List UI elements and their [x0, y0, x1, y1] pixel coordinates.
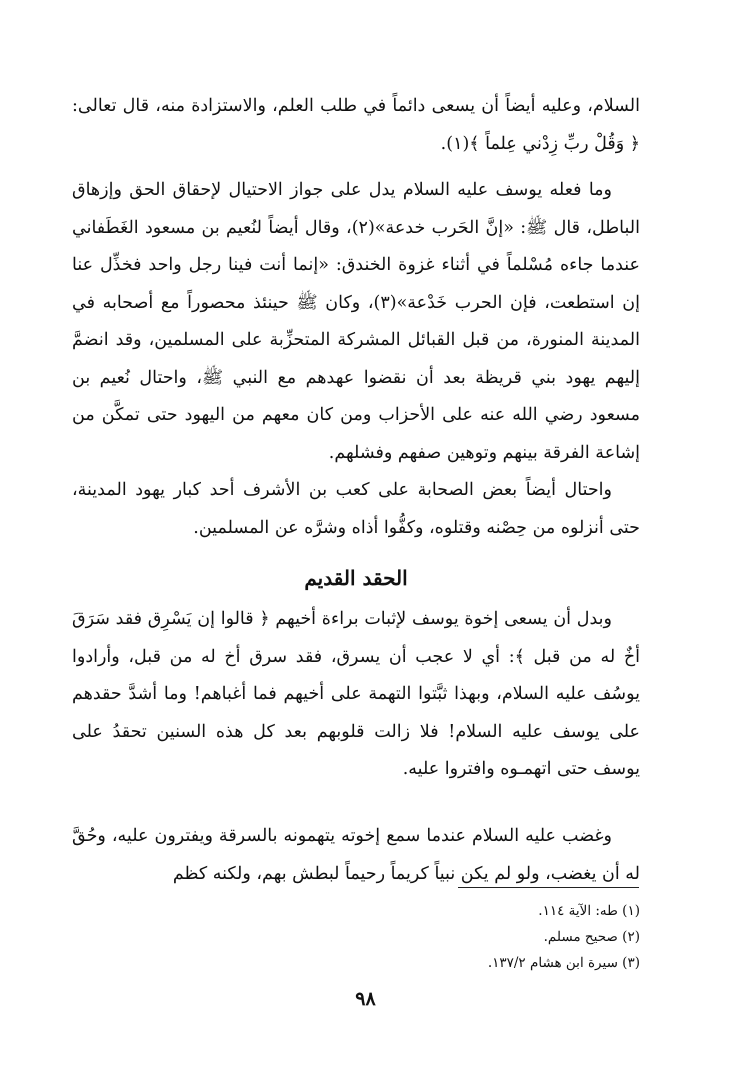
paragraph-anger: وغضب عليه السلام عندما سمع إخوته يتهمونه بالسرقة ويفترون عليه، وحُقَّ له أن يغضب، ولو لم يكن نبياً كريماً رحيماً لبطش بهم، ولكنه كظم [72, 826, 640, 884]
paragraph-kaab-ibn-ashraf: واحتال أيضاً بعض الصحابة على كعب بن الأشرف أحد كبار يهود المدينة، حتى أنزلوه من حِصْنه وقتلوه، وكفُّوا أذاه وشرَّه عن المسلمين. [72, 480, 640, 538]
paragraph-continuation: السلام، وعليه أيضاً أن يسعى دائماً في طلب العلم، والاستزادة منه، قال تعالى: ﴿ وَقُلْ ربِّ زِدْني عِلماً ﴾(١). [72, 96, 640, 154]
paragraph-stratagem: وما فعله يوسف عليه السلام يدل على جواز الاحتيال لإحقاق الحق وإزهاق الباطل، قال ﷺ: «إنَّ الحَرب خدعة»(٢)، وقال أيضاً لنُعيم بن مسعود الغَطَفاني عندما جاءه مُسْلماً في أثناء غزوة الخندق: «إنما أنت فينا رجل واحد فخذِّل عنا إن استطعت، فإن الحرب خَدْعة»(٣)، وكان ﷺ حينئذ محصوراً مع أصحابه في المدينة المنورة، من قبل القبائل المشركة المتحزِّبة على المسلمين، وقد انضمَّ إليهم يهود بني قريظة بعد أن نقضوا عهدهم مع النبي ﷺ، واحتال نُعيم بن مسعود رضي الله عنه على الأحزاب ومن كان معهم من اليهود حتى تمكَّن من إشاعة الفرقة بينهم وتوهين صفهم وفشلهم. [72, 180, 641, 463]
page-number: ٩٨ [355, 988, 376, 1010]
paragraph-old-grudge: وبدل أن يسعى إخوة يوسف لإثبات براءة أخيهم ﴿ قالوا إن يَسْرِق فقد سَرَقَ أخٌ له من قبل ﴾: أي لا عجب أن يسرق، فقد سرق أخ له من قبل، وأرادوا يوسُف عليه السلام، وبهذا ثبَّتوا التهمة على أخيهم فما أغباهم! وما أشدَّ حقدهم على يوسف عليه السلام! فلا زالت قلوبهم بعد كل هذه السنين تحقدُ على يوسف حتى اتهمـوه وافتروا عليه. [72, 609, 640, 779]
footnotes [300, 898, 640, 976]
footnote-divider [458, 887, 639, 888]
section-heading: الحقد القديم [304, 566, 408, 590]
footnote-2: (٢) صحيح مسلم. [543, 929, 640, 945]
footnote-3: (٣) سيرة ابن هشام ١٣٧/٢. [487, 955, 640, 971]
footnote-1: (١) طه: الآية ١١٤. [538, 903, 640, 919]
